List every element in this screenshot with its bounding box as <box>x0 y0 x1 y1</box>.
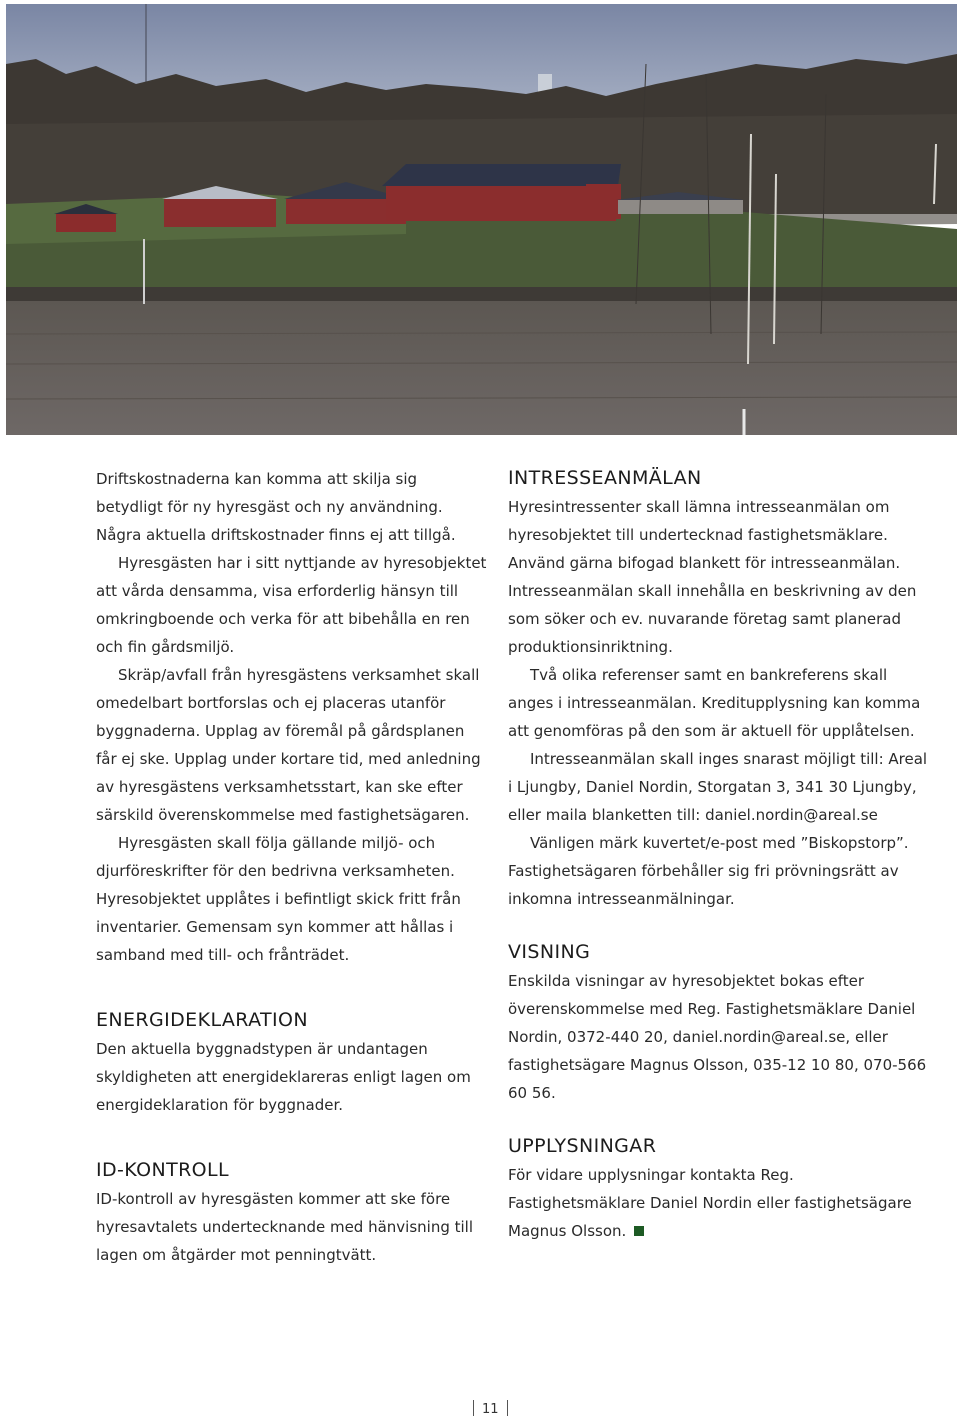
id-kontroll-text: ID-kontroll av hyresgästen kommer att ske före hyresavtalets undertecknande med hänvisning till lagen om åtgärder mot penningtvätt. <box>96 1190 474 1264</box>
body-paragraph: Hyresgästen skall följa gällande miljö- och djurföreskrifter för den bedrivna verksamheten. Hyresobjektet upplåtes i befintligt skick fritt från inventarier. Gemensam syn kommer att hållas i samband med till- och frånträdet. <box>96 834 461 964</box>
right-text-column <box>508 463 928 1245</box>
intresseanmalan-text: Vänligen märk kuvertet/e-post med ”Biskopstorp”. Fastighetsägaren förbehåller sig fri prövningsrätt av inkomna intresseanmälningar. <box>508 834 909 908</box>
section-heading-upplysningar: UPPLYSNINGAR <box>508 1135 657 1157</box>
page-number <box>465 1400 516 1418</box>
visning-text: Enskilda visningar av hyresobjektet bokas efter överenskommelse med Reg. Fastighetsmäklare Daniel Nordin, 0372-440 20, daniel.nordin@areal.se, eller fastighetsägare Magnus Olsson, 035-12 10 80, 070-566 60 56. <box>508 972 927 1102</box>
end-mark-square-icon <box>634 1226 644 1236</box>
section-heading-energideklaration: ENERGIDEKLARATION <box>96 1009 308 1031</box>
intresseanmalan-text: Två olika referenser samt en bankreferens skall anges i intresseanmälan. Kreditupplysning kan komma att genomföras på den som är aktuell för upplåtelsen. <box>508 666 921 740</box>
section-heading-visning: VISNING <box>508 941 591 963</box>
energideklaration-text: Den aktuella byggnadstypen är undantagen skyldigheten att energideklareras enligt lagen om energideklaration för byggnader. <box>96 1040 471 1114</box>
intresseanmalan-text: Intresseanmälan skall inges snarast möjligt till: Areal i Ljungby, Daniel Nordin, Storgatan 3, 341 30 Ljungby, eller maila blanketten till: daniel.nordin@areal.se <box>508 750 928 824</box>
page-number-value: 11 <box>482 1402 499 1417</box>
body-paragraph: Hyresgästen har i sitt nyttjande av hyresobjektet att vårda densamma, visa erforderlig hänsyn till omkringboende och verka för att bibehålla en ren och fin gårdsmiljö. <box>96 554 487 656</box>
left-text-column <box>96 465 488 1269</box>
body-paragraph: Skräp/avfall från hyresgästens verksamhet skall omedelbart bortforslas och ej placeras utanför byggnaderna. Upplag av föremål på gårdsplanen får ej ske. Upplag under kortare tid, med anledning av hyresgästens verksamhetsstart, kan ske efter särskild överenskommelse med fastighetsägaren. <box>96 666 481 824</box>
upplysningar-body: För vidare upplysningar kontakta Reg. Fastighetsmäklare Daniel Nordin eller fastighetsägare Magnus Olsson. <box>508 1166 912 1240</box>
folio-divider <box>507 1400 508 1416</box>
section-heading-intresseanmalan: INTRESSEANMÄLAN <box>508 467 702 489</box>
upplysningar-text <box>508 1161 928 1245</box>
folio-divider <box>473 1400 474 1416</box>
farm-landscape-photo <box>6 4 957 435</box>
body-paragraph: Driftskostnaderna kan komma att skilja sig betydligt för ny hyresgäst och ny användning. Några aktuella driftskostnader finns ej att tillgå. <box>96 470 456 544</box>
section-heading-id-kontroll: ID-KONTROLL <box>96 1159 230 1181</box>
intresseanmalan-text: Hyresintressenter skall lämna intresseanmälan om hyresobjektet till undertecknad fastighetsmäklare. Använd gärna bifogad blankett för intresseanmälan. Intresseanmälan skall innehålla en beskrivning av den som söker och ev. nuvarande företag samt planerad produktionsinriktning. <box>508 498 917 656</box>
